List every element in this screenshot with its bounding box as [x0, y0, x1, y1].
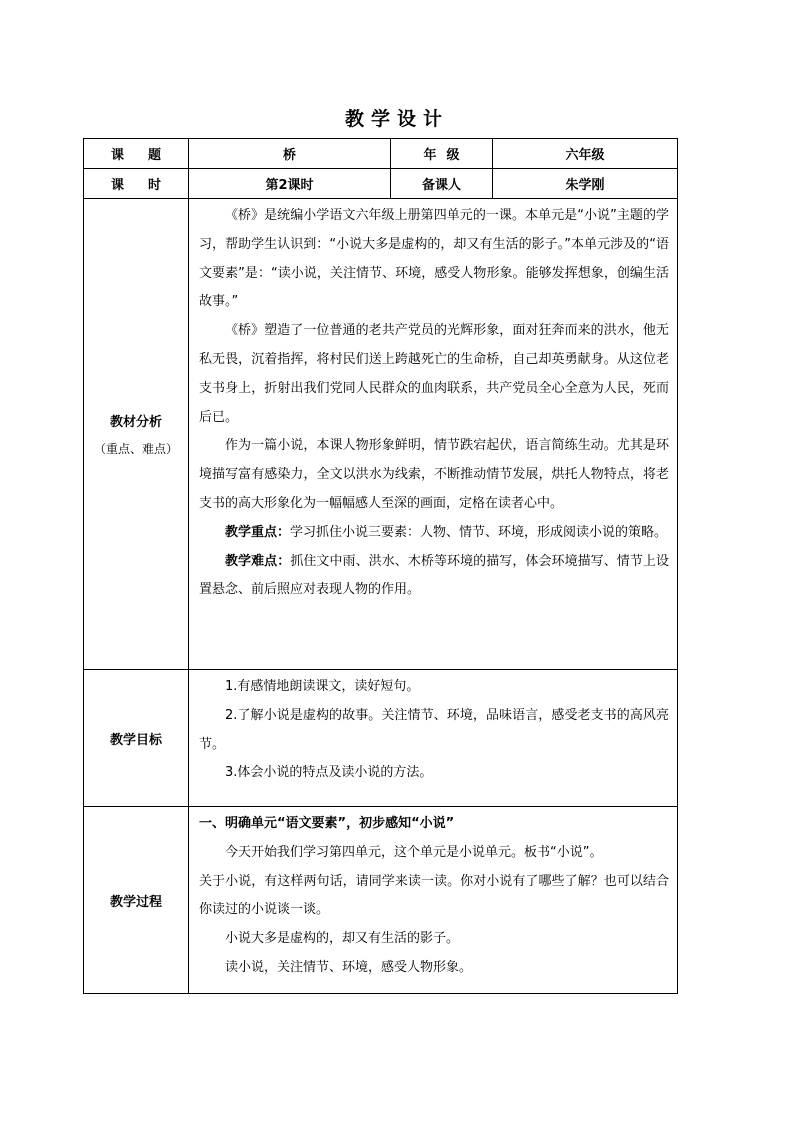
analysis-paragraph-2: 《桥》塑造了一位普通的老共产党员的光辉形象，面对狂奔而来的洪水，他无私无畏，沉着指挥，将村民们送上跨越死亡的生命桥，自己却英勇献身。从这位老支书身上，折射出我们党同人民群众的血肉联系，共产党员全心全意为人民，死而后已。	[199, 323, 669, 425]
goals-row	[84, 670, 678, 807]
process-paragraph-2: 关于小说，有这样两句话，请同学来读一读。你对小说有了哪些了解？也可以结合你读过的小说谈一谈。	[199, 873, 669, 918]
analysis-paragraph-3: 作为一篇小说，本课人物形象鲜明，情节跌宕起伏，语言简练生动。尤其是环境描写富有感染力，全文以洪水为线索，不断推动情节发展，烘托人物特点，将老支书的高大形象化为一幅幅感人至深的画面，定格在读者心中。	[199, 438, 669, 511]
period-value: 第2课时	[189, 169, 391, 199]
goals-content	[189, 670, 678, 807]
process-row	[84, 807, 678, 994]
process-paragraph-1: 今天开始我们学习第四单元，这个单元是小说单元。板书“小说”。	[225, 844, 603, 860]
goals-label: 教学目标	[109, 732, 162, 748]
analysis-sublabel: （重点、难点）	[93, 442, 178, 456]
difficulty-text: 抓住文中雨、洪水、木桥等环境的描写，体会环境描写、情节上设置悬念、前后照应对表现人物的作用。	[199, 553, 669, 598]
lesson-plan-table	[83, 138, 678, 994]
analysis-content	[189, 199, 678, 670]
analysis-row	[84, 199, 678, 670]
analysis-label: 教材分析	[109, 415, 162, 430]
process-paragraph-3: 小说大多是虚构的，却又有生活的影子。	[225, 931, 460, 947]
preparer-label: 备课人	[391, 169, 493, 199]
process-label: 教学过程	[109, 894, 162, 910]
topic-label: 课题	[84, 139, 189, 169]
period-label: 课时	[84, 169, 189, 199]
preparer-value: 朱学刚	[493, 169, 678, 199]
key-point-paragraph	[199, 519, 669, 548]
goals-label-cell	[84, 670, 189, 807]
difficulty-label: 教学难点：	[225, 553, 291, 569]
key-point-text: 学习抓住小说三要素：人物、情节、环境，形成阅读小说的策略。	[290, 524, 668, 540]
analysis-paragraph-1: 《桥》是统编小学语文六年级上册第四单元的一课。本单元是“小说”主题的学习，帮助学生认识到：“小说大多是虚构的，却又有生活的影子。”本单元涉及的“语文要素”是：“读小说，关注情节、环境，感受人物形象。能够发挥想象，创编生活故事。”	[199, 208, 669, 310]
difficulty-paragraph	[199, 548, 669, 606]
goal-item: 1.有感情地朗读课文，读好短句。	[225, 679, 420, 694]
process-label-cell	[84, 807, 189, 994]
grade-value: 六年级	[493, 139, 678, 169]
page-title: 教学设计	[344, 108, 449, 130]
process-content	[189, 807, 678, 994]
process-paragraph-4: 读小说，关注情节、环境，感受人物形象。	[225, 959, 473, 975]
header-row-period	[84, 169, 678, 199]
goal-item: 2.了解小说是虚构的故事。关注情节、环境，品味语言，感受老支书的高风亮节。	[199, 707, 669, 752]
grade-label: 年级	[391, 139, 493, 169]
topic-value: 桥	[189, 139, 391, 169]
header-row-topic	[84, 139, 678, 169]
analysis-label-cell	[84, 199, 189, 670]
process-section-title: 一、明确单元“语文要素”，初步感知“小说”	[199, 816, 455, 831]
key-point-label: 教学重点：	[225, 524, 291, 540]
goal-item: 3.体会小说的特点及读小说的方法。	[225, 765, 433, 781]
